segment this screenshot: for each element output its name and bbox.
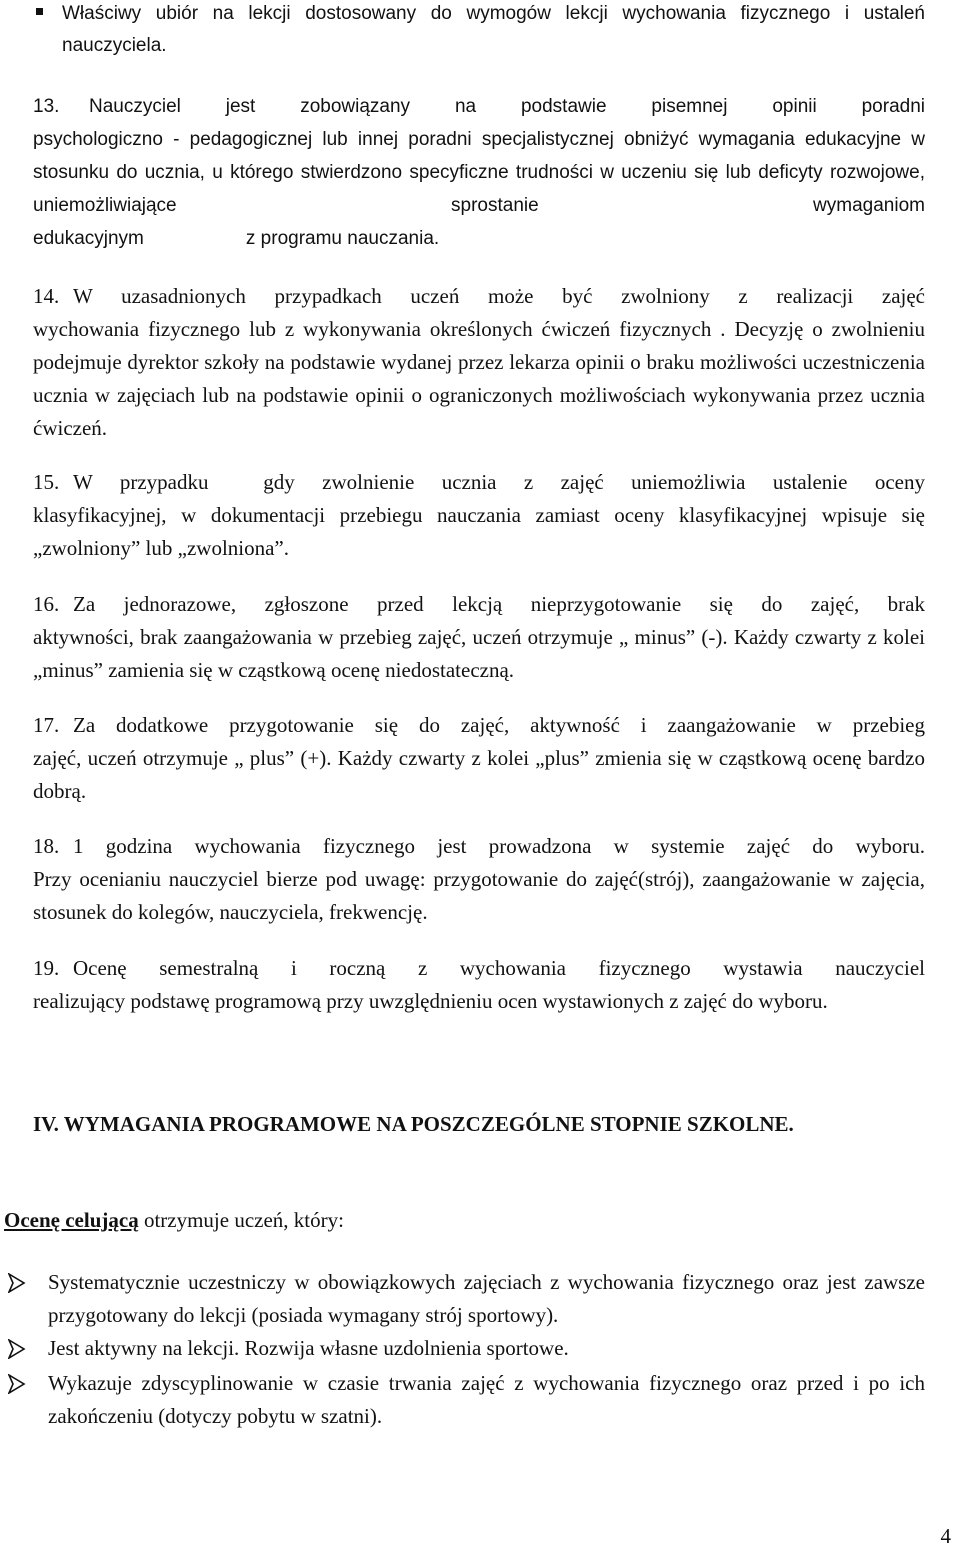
- item-body: realizujący podstawę programową przy uwzględnieniu ocen wystawionych z zajęć do wyboru.: [33, 989, 828, 1013]
- item-number: 13.: [33, 96, 60, 117]
- item-body: klasyfikacyjnej, w dokumentacji przebiegu nauczania zamiast oceny klasyfikacyjnej wpisuje się „zwolniony” lub „zwolniona”.: [33, 503, 925, 560]
- arrow-bullet-icon: [8, 1374, 26, 1394]
- grade-name: Ocenę celującą: [4, 1208, 139, 1232]
- item-number: 19.: [33, 956, 60, 980]
- item-14: [33, 280, 925, 445]
- item-first-line: Nauczyciel jest zobowiązany na podstawie pisemnej opinii poradni: [89, 96, 925, 117]
- item-body: aktywności, brak zaangażowania w przebieg zajęć, uczeń otrzymuje „ minus” (-). Każdy czwarty z kolei „minus” zamienia się w cząstkową ocenę niedostateczną.: [33, 625, 925, 682]
- item-first-line: 1 godzina wychowania fizycznego jest prowadzona w systemie zajęć do wyboru.: [73, 834, 925, 858]
- item-number: 16.: [33, 592, 60, 616]
- item-13: [33, 90, 925, 255]
- item-18: [33, 830, 925, 929]
- item-15: [33, 466, 925, 565]
- section-heading: IV. WYMAGANIA PROGRAMOWE NA POSZCZEGÓLNE STOPNIE SZKOLNE.: [33, 1112, 794, 1136]
- top-bullet-text: Właściwy ubiór na lekcji dostosowany do wymogów lekcji wychowania fizycznego i ustaleń nauczyciela.: [62, 3, 925, 56]
- page-number: 4: [940, 1524, 951, 1548]
- item-first-line: Za dodatkowe przygotowanie się do zajęć, aktywność i zaangażowanie w przebieg: [73, 713, 925, 737]
- item-19: [33, 952, 925, 1018]
- item-number: 17.: [33, 713, 60, 737]
- item-number: 18.: [33, 834, 60, 858]
- item-first-line: Za jednorazowe, zgłoszone przed lekcją nieprzygotowanie się do zajęć, brak: [73, 592, 925, 616]
- item-16: [33, 588, 925, 687]
- item-first-line: W przypadku gdy zwolnienie ucznia z zajęć uniemożliwia ustalenie oceny: [73, 470, 925, 494]
- grade-intro: [4, 1204, 344, 1236]
- grade-bullet-3: Wykazuje zdyscyplinowanie w czasie trwania zajęć z wychowania fizycznego oraz przed i po ich zakończeniu (dotyczy pobytu w szatni).: [48, 1371, 925, 1428]
- item-17: [33, 709, 925, 808]
- arrow-bullet-icon: [8, 1339, 26, 1359]
- item-first-line: Ocenę semestralną i roczną z wychowania fizycznego wystawia nauczyciel: [73, 956, 925, 980]
- item-body: Przy ocenianiu nauczyciel bierze pod uwagę: przygotowanie do zajęć(strój), zaangażowanie w zajęcia, stosunek do kolegów, nauczyciela, frekwencję.: [33, 867, 925, 924]
- square-bullet-icon: [36, 8, 43, 15]
- item-body: zajęć, uczeń otrzymuje „ plus” (+). Każdy czwarty z kolei „plus” zmienia się w cząstkową ocenę bardzo dobrą.: [33, 746, 925, 803]
- item-body: psychologiczno - pedagogicznej lub innej poradni specjalistycznej obniżyć wymagania edukacyjne w stosunku do ucznia, u którego stwierdzono specyficzne trudności w uczeniu się lub deficyty rozwojowe, uniemożliwiające sprostanie wymaganiom: [33, 129, 925, 216]
- item-body: wychowania fizycznego lub z wykonywania określonych ćwiczeń fizycznych . Decyzję o zwolnieniu podejmuje dyrektor szkoły na podstawie wydanej przez lekarza opinii o braku możliwości uczestniczenia ucznia w zajęciach lub na podstawie opinii o ograniczonych możliwościach wykonywania przez ucznia ćwiczeń.: [33, 317, 925, 440]
- grade-bullet-1: Systematycznie uczestniczy w obowiązkowych zajęciach z wychowania fizycznego oraz jest zawsze przygotowany do lekcji (posiada wymagany strój sportowy).: [48, 1270, 925, 1327]
- grade-bullet-2: Jest aktywny na lekcji. Rozwija własne uzdolnienia sportowe.: [48, 1336, 569, 1360]
- arrow-bullet-icon: [8, 1273, 26, 1293]
- item-number: 14.: [33, 284, 60, 308]
- item-last-line: edukacyjnym z programu nauczania.: [33, 228, 440, 249]
- item-first-line: W uzasadnionych przypadkach uczeń może być zwolniony z realizacji zajęć: [73, 284, 925, 308]
- item-number: 15.: [33, 470, 60, 494]
- grade-intro-rest: otrzymuje uczeń, który:: [138, 1208, 344, 1232]
